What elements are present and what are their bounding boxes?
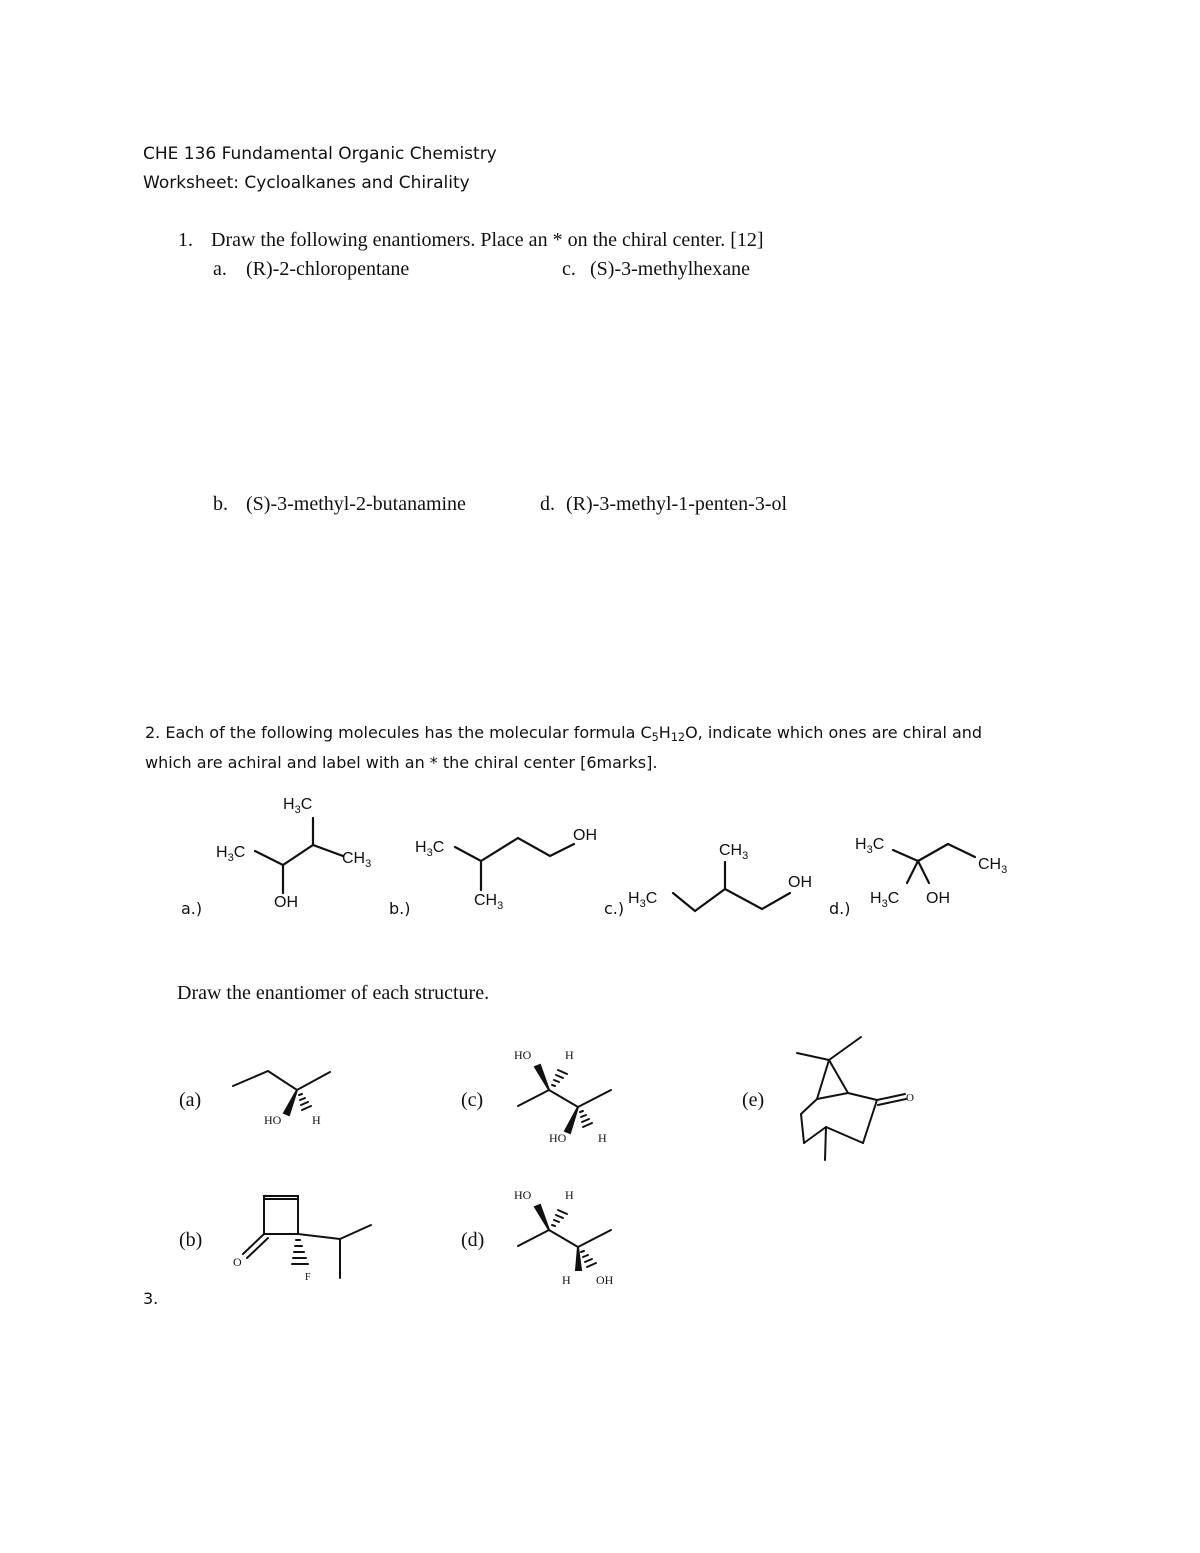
q3a-h: H	[312, 1113, 321, 1127]
q3c-h-top: H	[565, 1048, 574, 1062]
mol-d-h3c-bottom: $H_3C$	[870, 890, 900, 910]
q3e-o: O	[906, 1092, 914, 1104]
q3e-ring-6	[848, 1093, 877, 1100]
q2-formula-sub2: 12	[670, 731, 686, 744]
q3b-bond-me1	[340, 1225, 371, 1239]
q3-label-d: (d)	[461, 1229, 485, 1251]
q2-prompt-line2: which are achiral and label with an * the chiral center [6marks].	[145, 753, 658, 772]
q3d-wedge-bottom	[576, 1247, 581, 1270]
q3c-wedge-top	[535, 1065, 549, 1090]
q3c-hash-top	[552, 1070, 567, 1086]
q3a-ho: HO	[264, 1113, 282, 1127]
mol-d-h3c-top: $H_3C$	[855, 836, 885, 856]
mol-d-oh: OH	[926, 890, 950, 907]
q1-item-a-label: a.	[213, 258, 227, 280]
q3e-ring-3	[804, 1127, 826, 1143]
q3a-wedge	[284, 1090, 297, 1115]
q3d-h-top: H	[565, 1188, 574, 1202]
q3-label-b: (b)	[179, 1229, 203, 1251]
q3c-bond-1	[518, 1090, 549, 1106]
mol-b-oh: OH	[573, 827, 597, 844]
q3d-wedge-top	[535, 1205, 549, 1230]
mol-c-oh: OH	[788, 874, 812, 891]
q2-label-c: c.)	[604, 899, 625, 918]
q3d-bond-3	[578, 1230, 611, 1247]
q1-item-c-label: c.	[562, 258, 576, 280]
q3c-h-bottom: H	[598, 1131, 607, 1145]
q3c-bond-2	[549, 1090, 578, 1107]
q1-item-b-label: b.	[213, 493, 228, 515]
q1-item-c-name: (S)-3-methylhexane	[590, 258, 750, 280]
q3d-hash-bottom	[581, 1251, 596, 1267]
mol-a-h3c-left: $H_3C$	[216, 844, 246, 864]
course-title: CHE 136 Fundamental Organic Chemistry	[143, 144, 497, 164]
q3c-ho-bottom: HO	[549, 1131, 567, 1145]
q3e-methyl	[825, 1127, 826, 1160]
q3-label-e: (e)	[742, 1089, 765, 1111]
q1-item-d-name: (R)-3-methyl-1-penten-3-ol	[566, 493, 788, 515]
q3b-o: O	[233, 1255, 242, 1269]
q2-label-d: d.)	[829, 899, 851, 918]
q3-label-c: (c)	[461, 1089, 484, 1111]
q3c-hash-bottom	[580, 1111, 592, 1127]
q2-formula-sub1: 5	[651, 731, 659, 744]
q3c-wedge-bottom	[565, 1107, 578, 1133]
worksheet-title: Worksheet: Cycloalkanes and Chirality	[143, 173, 470, 193]
q1-item-d-label: d.	[540, 493, 555, 515]
mol-a-ch3: $CH_3$	[342, 850, 372, 870]
q3e-ring-7	[817, 1093, 848, 1099]
q3c-bond-3	[578, 1090, 611, 1107]
q3d-bond-2	[549, 1230, 578, 1247]
q3b-f: F	[305, 1272, 311, 1283]
q3b-ring	[264, 1196, 298, 1234]
q3d-ho-top: HO	[514, 1188, 532, 1202]
q1-item-a-name: (R)-2-chloropentane	[246, 258, 410, 280]
q3a-hash	[299, 1094, 311, 1110]
q3e-bridge-me1	[797, 1053, 829, 1060]
q3d-oh-bottom: OH	[596, 1273, 614, 1287]
q3-prompt: Draw the enantiomer of each structure.	[177, 982, 490, 1004]
q3-number: 3.	[143, 1289, 159, 1308]
mol-d-ch3: $CH_3$	[978, 856, 1008, 876]
q2-prompt-post: O, indicate which ones are chiral and	[685, 723, 983, 742]
q3e-ring-1	[801, 1099, 817, 1114]
q3e-ring-5	[863, 1100, 877, 1143]
q3b-bond-isopropyl	[298, 1234, 340, 1239]
mol-b-h3c: $H_3C$	[415, 839, 445, 859]
q3e-bridge-right	[829, 1060, 848, 1093]
mol-a-oh: OH	[274, 894, 298, 911]
q3e-ring-4	[826, 1127, 863, 1143]
q1-item-b-name: (S)-3-methyl-2-butanamine	[246, 493, 466, 515]
mol-b-ch3: $CH_3$	[474, 892, 504, 912]
q2-label-a: a.)	[181, 899, 203, 918]
q3e-bridge-me2	[829, 1037, 861, 1060]
q1-number: 1.	[178, 229, 193, 251]
q3c-ho-top: HO	[514, 1048, 532, 1062]
q2-prompt-pre: 2. Each of the following molecules has the molecular formula C	[145, 723, 652, 742]
mol-a-h3c-top: $H_3C$	[283, 796, 313, 816]
q3-label-a: (a)	[179, 1089, 202, 1111]
q3d-hash-top	[552, 1210, 567, 1226]
q3e-ring-2	[801, 1114, 804, 1143]
mol-c-h3c: $H_3C$	[628, 890, 658, 910]
q3d-bond-1	[518, 1230, 549, 1246]
q3b-hash	[292, 1240, 308, 1264]
q3a-chain	[233, 1071, 330, 1090]
mol-c-ch3: $CH_3$	[719, 842, 749, 862]
q2-label-b: b.)	[389, 899, 411, 918]
q3d-h-bottom: H	[562, 1273, 571, 1287]
q3e-bridge-left	[817, 1060, 829, 1099]
q1-prompt: Draw the following enantiomers. Place an * on the chiral center. [12]	[211, 229, 764, 251]
q2-formula-h: H	[658, 723, 671, 742]
